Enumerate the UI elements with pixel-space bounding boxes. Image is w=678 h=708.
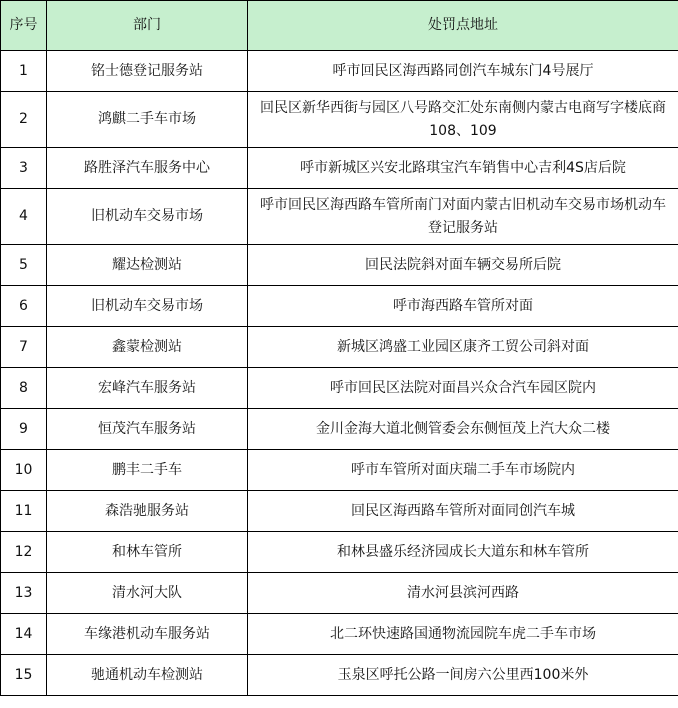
header-addr: 处罚点地址	[248, 1, 678, 51]
table-row	[1, 245, 678, 286]
cell-dept: 鸿麒二手车市场	[47, 92, 248, 148]
cell-addr: 呼市回民区海西路车管所南门对面内蒙古旧机动车交易市场机动车登记服务站	[248, 189, 678, 245]
cell-addr: 新城区鸿盛工业园区康齐工贸公司斜对面	[248, 327, 678, 368]
cell-no: 1	[1, 51, 47, 92]
cell-dept: 森浩驰服务站	[47, 491, 248, 532]
table-row	[1, 573, 678, 614]
cell-dept: 旧机动车交易市场	[47, 286, 248, 327]
cell-addr: 和林县盛乐经济园成长大道东和林车管所	[248, 532, 678, 573]
table-row	[1, 327, 678, 368]
cell-addr: 回民区海西路车管所对面同创汽车城	[248, 491, 678, 532]
cell-no: 3	[1, 148, 47, 189]
cell-addr: 玉泉区呼托公路一间房六公里西100米外	[248, 655, 678, 696]
cell-no: 5	[1, 245, 47, 286]
cell-no: 15	[1, 655, 47, 696]
cell-addr: 回民区新华西街与园区八号路交汇处东南侧内蒙古电商写字楼底商108、109	[248, 92, 678, 148]
cell-dept: 铭士德登记服务站	[47, 51, 248, 92]
cell-dept: 旧机动车交易市场	[47, 189, 248, 245]
cell-dept: 宏峰汽车服务站	[47, 368, 248, 409]
table-row	[1, 409, 678, 450]
cell-addr: 清水河县滨河西路	[248, 573, 678, 614]
header-row	[1, 1, 678, 51]
table-row	[1, 368, 678, 409]
cell-dept: 驰通机动车检测站	[47, 655, 248, 696]
table-row	[1, 189, 678, 245]
cell-addr: 回民法院斜对面车辆交易所后院	[248, 245, 678, 286]
cell-addr: 金川金海大道北侧管委会东侧恒茂上汽大众二楼	[248, 409, 678, 450]
cell-dept: 耀达检测站	[47, 245, 248, 286]
table-row	[1, 614, 678, 655]
cell-dept: 清水河大队	[47, 573, 248, 614]
table-row	[1, 491, 678, 532]
cell-addr: 呼市回民区法院对面昌兴众合汽车园区院内	[248, 368, 678, 409]
table-row	[1, 655, 678, 696]
header-dept: 部门	[47, 1, 248, 51]
header-no: 序号	[1, 1, 47, 51]
cell-no: 13	[1, 573, 47, 614]
cell-no: 2	[1, 92, 47, 148]
cell-no: 10	[1, 450, 47, 491]
cell-no: 9	[1, 409, 47, 450]
table-row	[1, 51, 678, 92]
table-row	[1, 532, 678, 573]
cell-no: 12	[1, 532, 47, 573]
cell-no: 7	[1, 327, 47, 368]
cell-no: 4	[1, 189, 47, 245]
table-row	[1, 450, 678, 491]
cell-dept: 和林车管所	[47, 532, 248, 573]
cell-dept: 鹏丰二手车	[47, 450, 248, 491]
cell-addr: 呼市新城区兴安北路琪宝汽车销售中心吉利4S店后院	[248, 148, 678, 189]
cell-dept: 车缘港机动车服务站	[47, 614, 248, 655]
table-row	[1, 286, 678, 327]
cell-no: 11	[1, 491, 47, 532]
cell-dept: 恒茂汽车服务站	[47, 409, 248, 450]
cell-no: 6	[1, 286, 47, 327]
cell-addr: 呼市海西路车管所对面	[248, 286, 678, 327]
cell-dept: 鑫蒙检测站	[47, 327, 248, 368]
table-row	[1, 92, 678, 148]
cell-no: 14	[1, 614, 47, 655]
cell-addr: 呼市回民区海西路同创汽车城东门4号展厅	[248, 51, 678, 92]
cell-no: 8	[1, 368, 47, 409]
cell-addr: 呼市车管所对面庆瑞二手车市场院内	[248, 450, 678, 491]
table-row	[1, 148, 678, 189]
cell-dept: 路胜泽汽车服务中心	[47, 148, 248, 189]
cell-addr: 北二环快速路国通物流园院车虎二手车市场	[248, 614, 678, 655]
